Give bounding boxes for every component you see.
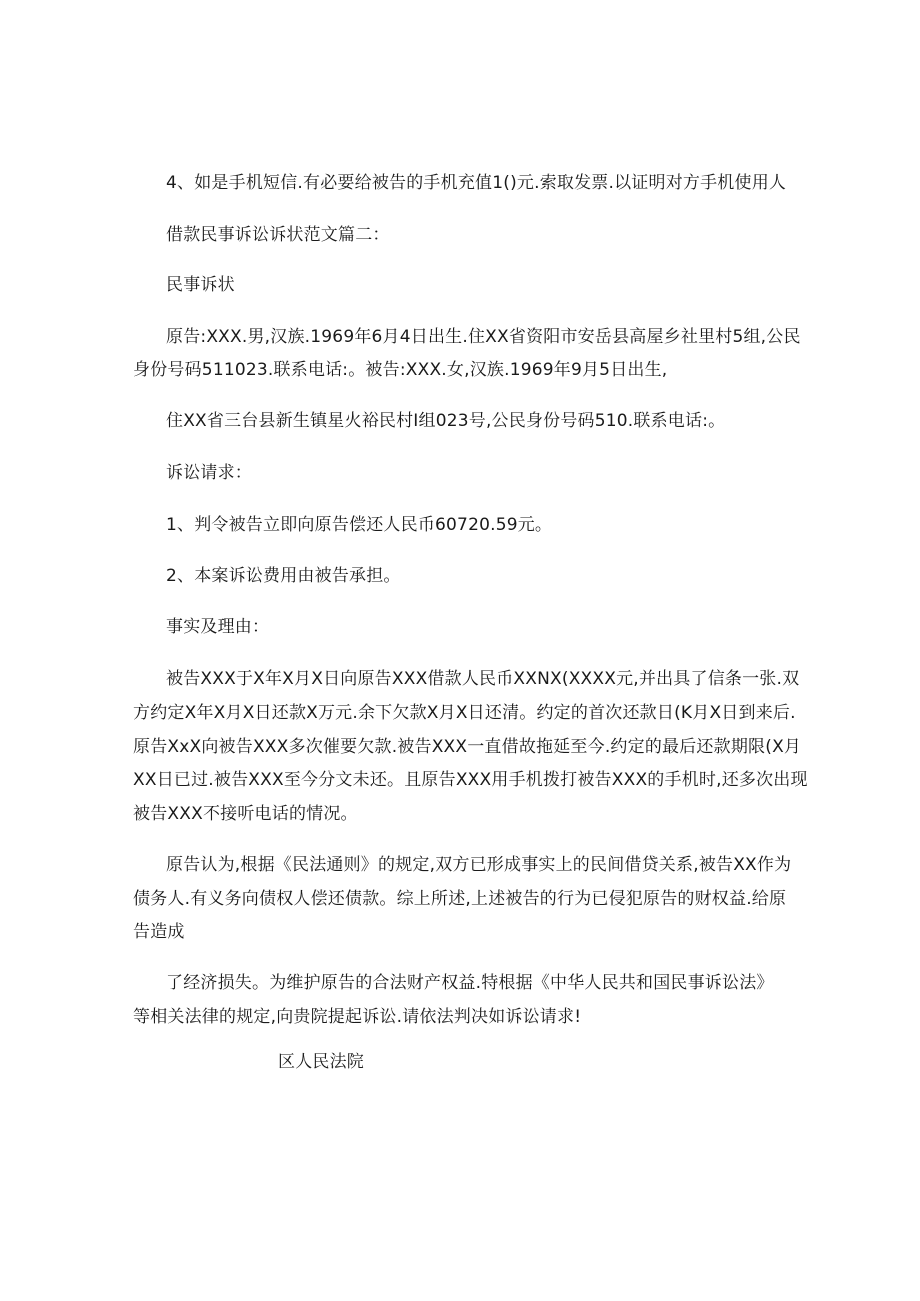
facts-line-4: XX日已过.被告XXX至今分文未还。且原告XXX用手机拨打被告XXX的手机时,还多次出现 <box>133 770 808 790</box>
text-line-1: 4、如是手机短信.有必要给被告的手机充值1()元.索取发票.以证明对方手机使用人 <box>166 173 787 193</box>
text-line-plaintiff-1: 原告:XXX.男,汉族.1969年6月4日出生.住XX省资阳市安岳县高屋乡社里村5组,公民 <box>166 327 801 347</box>
section-heading-claims: 诉讼请求： <box>166 463 252 483</box>
section-heading-civil-complaint: 民事诉状 <box>166 275 235 295</box>
reason-line-2: 债务人.有义务向债权人偿还债款。综上所述,上述被告的行为已侵犯原告的财权益.给原 <box>133 889 787 909</box>
reason-line-4: 了经济损失。为维护原告的合法财产权益.特根据《中华人民共和国民事诉讼法》 <box>166 973 774 993</box>
text-line-defendant-address: 住XX省三台县新生镇星火裕民村I组023号,公民身份号码510.联系电话:。 <box>166 411 726 431</box>
facts-line-2: 方约定X年X月X日还款X万元.余下欠款X月X日还清。约定的首次还款日(K月X日到来后. <box>133 703 796 723</box>
section-heading-facts: 事实及理由： <box>166 617 270 637</box>
court-signature: 区人民法院 <box>278 1052 364 1072</box>
reason-line-3: 告造成 <box>133 922 185 942</box>
claim-item-2: 2、本案诉讼费用由被告承担。 <box>166 566 401 586</box>
text-line-2: 借款民事诉讼诉状范文篇二： <box>166 225 390 245</box>
claim-item-1: 1、判令被告立即向原告偿还人民币60720.59元。 <box>166 515 553 535</box>
text-line-plaintiff-2: 身份号码511023.联系电话:。被告:XXX.女,汉族.1969年9月5日出生, <box>133 360 668 380</box>
facts-line-5: 被告XXX不接听电话的情况。 <box>133 804 358 824</box>
facts-line-1: 被告XXX于X年X月X日向原告XXX借款人民币XXNX(XXXX元,并出具了信条一张.双 <box>166 669 800 689</box>
reason-line-1: 原告认为,根据《民法通则》的规定,双方已形成事实上的民间借贷关系,被告XX作为 <box>166 855 792 875</box>
reason-line-5: 等相关法律的规定,向贵院提起诉讼.请依法判决如诉讼请求! <box>133 1007 582 1027</box>
facts-line-3: 原告XxX向被告XXX多次催要欠款.被告XXX一直借故拖延至今.约定的最后还款期限(X月 <box>133 737 802 757</box>
